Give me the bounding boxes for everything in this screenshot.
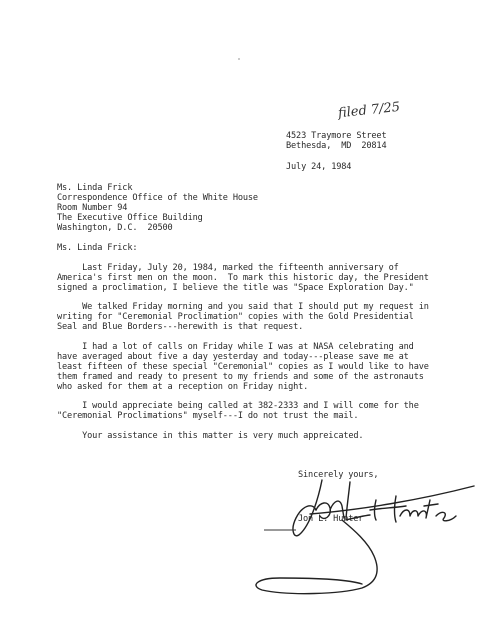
paper-speck xyxy=(238,58,240,60)
body-line: I had a lot of calls on Friday while I was at NASA celebrating and xyxy=(57,342,414,352)
body-line: have averaged about five a day yesterday and today---please save me at xyxy=(57,352,409,362)
body-line: Last Friday, July 20, 1984, marked the fifteenth anniversary of xyxy=(57,263,399,273)
body-line: Seal and Blue Borders---herewith is that request. xyxy=(57,322,304,332)
body-line: America's first men on the moon. To mark this historic day, the President xyxy=(57,273,429,283)
body-line: least fifteen of these special "Ceremonial" copies as I would like to have xyxy=(57,362,429,372)
body-line: signed a proclimation, I believe the title was "Space Exploration Day." xyxy=(57,283,414,293)
handwritten-filed-note: filed 7/25 xyxy=(337,99,401,122)
signer-name: Jon L. Hunter xyxy=(298,514,364,524)
recipient-line: Washington, D.C. 20500 xyxy=(57,223,173,233)
body-line: We talked Friday morning and you said that I should put my request in xyxy=(57,302,429,312)
sender-city: Bethesda, MD 20814 xyxy=(286,141,387,151)
recipient-line: Ms. Linda Frick xyxy=(57,183,133,193)
body-line: "Ceremonial Proclimations" myself---I do not trust the mail. xyxy=(57,411,359,421)
handwritten-signature xyxy=(250,470,480,600)
letter-date: July 24, 1984 xyxy=(286,162,352,172)
body-line: writing for "Ceremonial Proclimation" copies with the Gold Presidential xyxy=(57,312,414,322)
recipient-line: Correspondence Office of the White House xyxy=(57,193,258,203)
body-line: Your assistance in this matter is very much appreicated. xyxy=(57,431,364,441)
salutation: Ms. Linda Frick: xyxy=(57,243,138,253)
recipient-line: The Executive Office Building xyxy=(57,213,203,223)
closing: Sincerely yours, xyxy=(298,470,379,480)
body-line: who asked for them at a reception on Friday night. xyxy=(57,382,309,392)
body-line: them framed and ready to present to my friends and some of the astronauts xyxy=(57,372,424,382)
body-line: I would appreciate being called at 382-2333 and I will come for the xyxy=(57,401,419,411)
sender-street: 4523 Traymore Street xyxy=(286,131,387,141)
recipient-line: Room Number 94 xyxy=(57,203,128,213)
